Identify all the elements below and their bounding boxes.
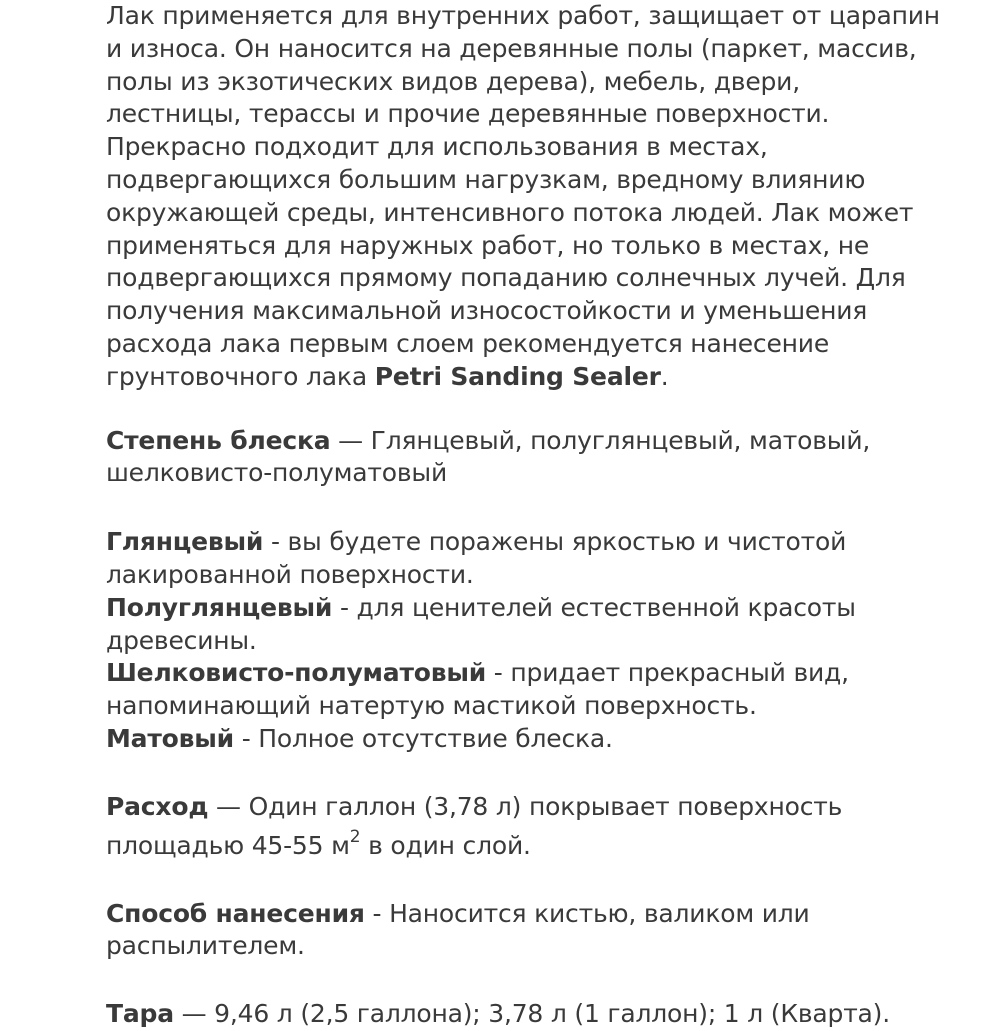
gloss-line-1 bbox=[106, 425, 986, 458]
finish-type-label: Шелковисто-полуматовый bbox=[106, 658, 487, 688]
intro-paragraph bbox=[106, 0, 986, 394]
consumption-line-1 bbox=[106, 791, 986, 824]
intro-line: применяться для наружных работ, но только в местах, не bbox=[106, 230, 870, 260]
product-name: Petri Sanding Sealer bbox=[374, 361, 661, 391]
consumption-paragraph bbox=[106, 791, 986, 868]
consumption-text: — Один галлон (3,78 л) покрывает поверхность bbox=[208, 791, 843, 821]
packaging-paragraph bbox=[106, 998, 986, 1031]
gloss-line-2: шелковисто-полуматовый bbox=[106, 458, 448, 488]
intro-line: лестницы, терассы и прочие деревянные поверхности. bbox=[106, 99, 830, 129]
method-line-1 bbox=[106, 898, 986, 931]
consumption-line-2 bbox=[106, 824, 986, 868]
finish-type-text: - Полное отсутствие блеска. bbox=[233, 723, 613, 753]
finish-type-text: - вы будете поражены яркостью и чистотой bbox=[263, 527, 847, 557]
finish-type-label: Глянцевый bbox=[106, 527, 264, 557]
packaging-line bbox=[106, 998, 986, 1031]
finish-type-line bbox=[106, 592, 986, 625]
intro-line: полы из экзотических видов дерева), мебель, двери, bbox=[106, 66, 800, 96]
intro-line: Прекрасно подходит для использования в местах, bbox=[106, 132, 768, 162]
consumption-label: Расход bbox=[106, 791, 209, 821]
intro-last-suffix: . bbox=[660, 361, 669, 391]
finish-type-label: Полуглянцевый bbox=[106, 592, 333, 622]
intro-line: окружающей среды, интенсивного потока людей. Лак может bbox=[106, 197, 914, 227]
gloss-label: Степень блеска bbox=[106, 425, 331, 455]
intro-line: подвергающихся большим нагрузкам, вредному влиянию bbox=[106, 164, 866, 194]
finish-types-paragraph bbox=[106, 526, 986, 756]
finish-type-line bbox=[106, 526, 986, 559]
square-superscript: 2 bbox=[349, 827, 361, 848]
finish-type-line: древесины. bbox=[106, 625, 257, 655]
finish-type-label: Матовый bbox=[106, 723, 234, 753]
finish-type-line: напоминающий натертую мастикой поверхность. bbox=[106, 691, 757, 721]
intro-line: Лак применяется для внутренних работ, защищает от царапин bbox=[106, 1, 940, 30]
method-line-2: распылителем. bbox=[106, 931, 305, 961]
finish-type-line bbox=[106, 657, 986, 690]
intro-line: получения максимальной износостойкости и уменьшения bbox=[106, 296, 868, 326]
finish-type-line: лакированной поверхности. bbox=[106, 559, 474, 589]
method-label: Способ нанесения bbox=[106, 898, 365, 928]
method-text: - Наносится кистью, валиком или bbox=[364, 898, 810, 928]
consumption-area: площадью 45-55 м bbox=[106, 830, 350, 860]
finish-type-line bbox=[106, 723, 986, 756]
application-method-paragraph bbox=[106, 898, 986, 964]
gloss-text: — Глянцевый, полуглянцевый, матовый, bbox=[330, 425, 871, 455]
product-description bbox=[106, 0, 986, 1031]
finish-type-text: - придает прекрасный вид, bbox=[486, 658, 849, 688]
intro-line-last bbox=[106, 361, 986, 394]
intro-last-prefix: грунтовочного лака bbox=[106, 361, 375, 391]
intro-line: расхода лака первым слоем рекомендуется нанесение bbox=[106, 328, 830, 358]
intro-line: и износа. Он наносится на деревянные полы (паркет, массив, bbox=[106, 33, 917, 63]
intro-line: подвергающихся прямому попаданию солнечных лучей. Для bbox=[106, 263, 906, 293]
gloss-level-paragraph bbox=[106, 425, 986, 491]
packaging-label: Тара bbox=[106, 999, 174, 1029]
finish-type-text: - для ценителей естественной красоты bbox=[332, 592, 856, 622]
consumption-suffix: в один слой. bbox=[360, 830, 531, 860]
packaging-text: — 9,46 л (2,5 галлона); 3,78 л (1 галлон); 1 л (Кварта). bbox=[173, 999, 890, 1029]
